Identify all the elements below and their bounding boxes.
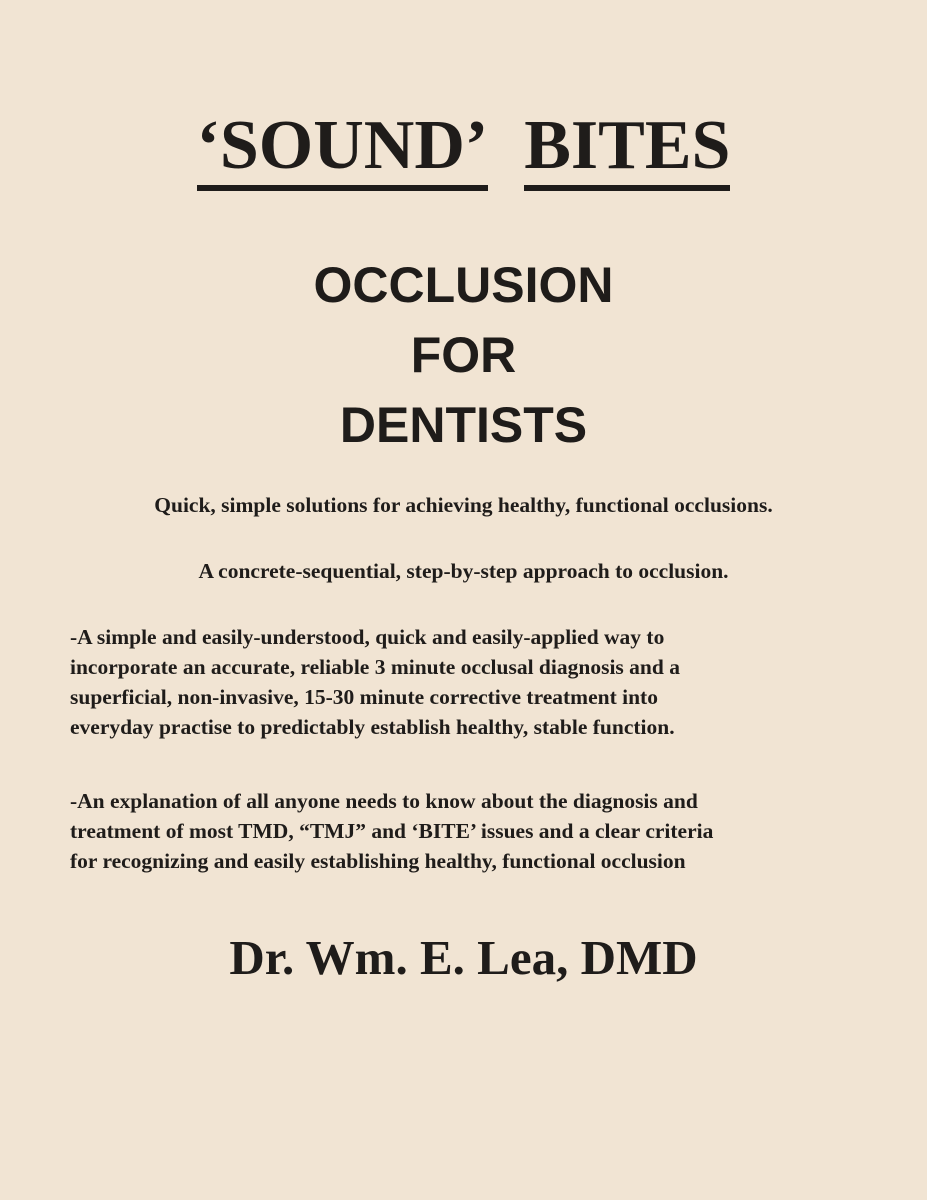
paragraph-line: -A simple and easily-understood, quick and easily-applied way to [70,625,665,649]
paragraph-line: -An explanation of all anyone needs to know about the diagnosis and [70,789,698,813]
tagline-quick-solutions: Quick, simple solutions for achieving healthy, functional occlusions. [154,493,773,517]
paragraph-line: treatment of most TMD, “TMJ” and ‘BITE’ issues and a clear criteria [70,819,714,843]
tagline-approach: A concrete-sequential, step-by-step approach to occlusion. [198,559,729,583]
paragraph-line: incorporate an accurate, reliable 3 minute occlusal diagnosis and a [70,655,680,679]
title-bites: BITES [524,107,730,191]
description-paragraph-2 [70,786,870,876]
paragraph-line: for recognizing and easily establishing healthy, functional occlusion [70,849,686,873]
book-subtitle [0,250,927,460]
description-paragraph-1 [70,622,870,742]
title-sound: ‘SOUND’ [197,107,489,191]
author-name: Dr. Wm. E. Lea, DMD [229,930,698,985]
subtitle-line: OCCLUSION [313,257,614,313]
book-title [0,106,927,191]
paragraph-line: everyday practise to predictably establish healthy, stable function. [70,715,675,739]
paragraph-line: superficial, non-invasive, 15-30 minute corrective treatment into [70,685,658,709]
subtitle-line: FOR [410,327,517,383]
subtitle-line: DENTISTS [339,397,588,453]
